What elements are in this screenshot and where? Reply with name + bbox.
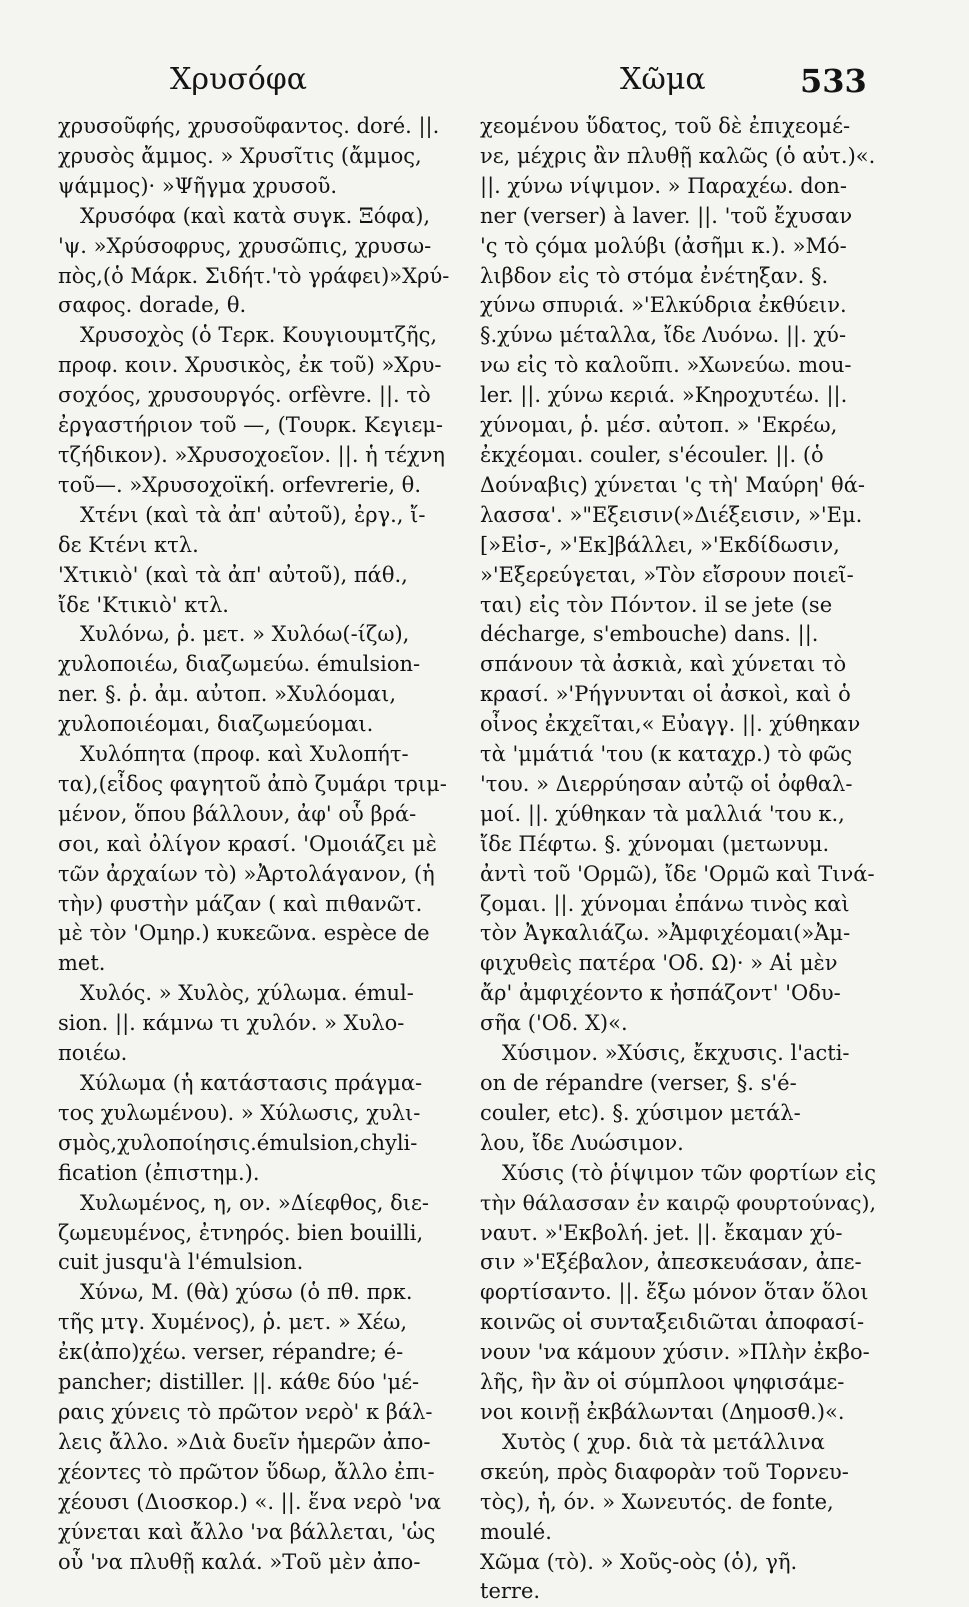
- text-line: sion. ||. κάμνω τι χυλόν. » Χυλο-: [58, 1011, 405, 1036]
- text-line: ναυτ. »'Εκβολή. jet. ||. ἔκαμαν χύ-: [480, 1220, 843, 1245]
- page-header: [0, 52, 969, 102]
- text-line: νω εἰς τὸ καλοῦπι. »Χωνεύω. mou-: [480, 353, 852, 378]
- text-line: τὴν θάλασσαν ἐν καιρῷ φουρτούνας),: [480, 1190, 877, 1215]
- text-line: Χτένι (καὶ τὰ ἀπ' αὐτοῦ), ἐργ., ἴ-: [80, 502, 426, 527]
- text-line: μὲ τὸν 'Ομηρ.) κυκεῶνα. espèce de: [58, 921, 430, 946]
- text-line: οἶνος ἐκχεῖται,« Εὐαγγ. ||. χύθηκαν: [480, 712, 861, 737]
- text-line: 'ψ. »Χρύσοφρυς, χρυσῶπις, χρυσω-: [58, 233, 432, 258]
- text-line: φιχυθεὶς πατέρα 'Οδ. Ω)· » Αἱ μὲν: [480, 951, 838, 976]
- text-line: ner. §. ῥ. ἀμ. αὐτοπ. »Χυλόομαι,: [58, 682, 397, 707]
- text-line: τὰ 'μμάτιά 'του (κ καταχρ.) τὸ φῶς: [480, 742, 853, 767]
- text-line: Χύσιμον. »Χύσις, ἔκχυσις. l'acti-: [502, 1041, 850, 1066]
- text-line: ἐκ(ἀπο)χέω. verser, répandre; é-: [58, 1340, 404, 1365]
- text-line: φορτίσαντο. ||. ἔξω μόνον ὅταν ὅλοι: [480, 1280, 869, 1305]
- text-line: §.χύνω μέταλλα, ἴδε Λυόνω. ||. χύ-: [480, 323, 847, 348]
- page-number: 533: [800, 62, 867, 100]
- text-line: τοῦ—. »Χρυσοχοϊκή. orfevrerie, θ.: [58, 472, 421, 497]
- text-line: ται) εἰς τὸν Πόντον. il se jete (se: [480, 592, 833, 617]
- text-line: Δούναβις) χύνεται 'ς τὴ' Μαύρη' θά-: [480, 472, 865, 497]
- text-line: [»Εἰσ-, »'Εκ]βάλλει, »'Εκδίδωσιν,: [480, 532, 840, 557]
- text-line: pancher; distiller. ||. κάθε δύο 'μέ-: [58, 1370, 420, 1395]
- text-line: 'Χτικιὸ' (καὶ τὰ ἀπ' αὐτοῦ), πάθ.,: [58, 562, 408, 587]
- text-line: τὸν Ἀγκαλιάζω. »Ἀμφιχέομαι(»Ἀμ-: [480, 921, 851, 946]
- text-line: χρυσοῦφής, χρυσοῦφαντος. doré. ||.: [58, 114, 440, 138]
- text-line: 'ς τὸ ςόμα μολύβι (ἀσῆμι κ.). »Μό-: [480, 233, 847, 258]
- text-line: σμὸς,χυλοποίησις.émulsion,chyli-: [58, 1130, 418, 1155]
- text-line: Χύνω, Μ. (θὰ) χύσω (ὁ πθ. πρκ.: [80, 1280, 413, 1305]
- text-line: λεις ἄλλο. »Διὰ δυεῖν ἡμερῶν ἀπο-: [58, 1429, 431, 1454]
- text-line: ἀντὶ τοῦ 'Ορμῶ), ἴδε 'Ορμῶ καὶ Τινά-: [480, 861, 875, 886]
- text-line: σοχόος, χρυσουργός. orfèvre. ||. τὸ: [58, 383, 431, 408]
- right-column: [480, 112, 885, 1607]
- text-line: μένον, ὅπου βάλλουν, ἀφ' οὗ βρά-: [58, 801, 417, 826]
- text-line: ἐργαστήριον τοῦ —, (Τουρκ. Κεγιεμ-: [58, 413, 444, 438]
- text-line: τῆς μτγ. Χυμένος), ῥ. μετ. » Χέω,: [58, 1310, 408, 1335]
- text-line: Χῶμα (τὸ). » Χοῦς-οὸς (ὁ), γῆ.: [480, 1549, 798, 1574]
- text-line: χέουσι (Διοσκορ.) «. ||. ἕνα νερὸ 'να: [58, 1489, 442, 1514]
- text-line: ἐκχέομαι. couler, s'écouler. ||. (ὁ: [480, 442, 824, 467]
- text-line: ἴδε 'Κτικιὸ' κτλ.: [58, 592, 229, 617]
- text-line: ραις χύνεις τὸ πρῶτον νερὸ' κ βάλ-: [58, 1399, 433, 1424]
- text-line: ποιέω.: [58, 1041, 128, 1066]
- text-line: σιν »'Εξέβαλον, ἀπεσκευάσαν, ἀπε-: [480, 1250, 862, 1275]
- text-line: χύνομαι, ῥ. μέσ. αὐτοπ. » 'Εκρέω,: [480, 413, 838, 438]
- text-line: ψάμμος)· »Ψῆγμα χρυσοῦ.: [58, 173, 338, 198]
- text-line: Χυτὸς ( χυρ. διὰ τὰ μετάλλινα: [502, 1429, 825, 1454]
- text-line: Χυλόπητα (προφ. καὶ Χυλοπήτ-: [80, 742, 409, 767]
- text-line: δε Κτένι κτλ.: [58, 532, 199, 557]
- text-line: ἴδε Πέφτω. §. χύνομαι (μετωνυμ.: [480, 831, 830, 856]
- text-line: χυλοποιέομαι, διαζωμεύομαι.: [58, 712, 374, 737]
- text-line: σῆα ('Οδ. Χ)«.: [480, 1011, 628, 1036]
- text-line: κοινῶς οἱ συνταξειδιῶται ἀποφασί-: [480, 1310, 865, 1335]
- text-line: οὗ 'να πλυθῇ καλά. »Τοῦ μὲν ἀπο-: [58, 1549, 421, 1574]
- text-line: Χύλωμα (ἡ κατάστασις πράγμα-: [80, 1071, 423, 1095]
- left-column: [58, 112, 463, 1577]
- text-line: χεομένου ὕδατος, τοῦ δὲ ἐπιχεομέ-: [480, 114, 851, 138]
- text-line: μοί. ||. χύθηκαν τὰ μαλλιά 'του κ.,: [480, 801, 845, 826]
- right-running-headword: Χῶμα: [620, 62, 706, 97]
- text-line: χέοντες τὸ πρῶτον ὕδωρ, ἄλλο ἐπι-: [58, 1459, 435, 1484]
- text-line: χυλοποιέω, διαζωμεύω. émulsion-: [58, 652, 421, 677]
- text-line: λασσα'. »"Εξεισιν(»Διέξεισιν, »'Εμ.: [480, 502, 863, 527]
- text-line: λου, ἴδε Λυώσιμον.: [480, 1130, 684, 1155]
- left-running-headword: Χρυσόφα: [170, 62, 308, 97]
- text-line: 'του. » Διερρύησαν αὐτῷ οἱ ὀφθαλ-: [480, 771, 853, 796]
- text-line: moulé.: [480, 1519, 552, 1544]
- text-line: Χυλός. » Χυλὸς, χύλωμα. émul-: [80, 981, 414, 1006]
- text-line: ζωμευμένος, ἐτνηρός. bien bouilli,: [58, 1220, 424, 1245]
- text-line: τα),(εἶδος φαγητοῦ ἀπὸ ζυμάρι τριμ-: [58, 771, 447, 796]
- text-line: σπάνουν τὰ ἀσκιὰ, καὶ χύνεται τὸ: [480, 652, 847, 677]
- text-line: χρυσὸς ἄμμος. » Χρυσῖτις (ἄμμος,: [58, 143, 422, 168]
- text-line: met.: [58, 951, 106, 976]
- text-line: τος χυλωμένου). » Χύλωσις, χυλι-: [58, 1100, 421, 1125]
- text-line: Χρυσόφα (καὶ κατὰ συγκ. Ξόφα),: [80, 203, 431, 228]
- text-line: λῆς, ἣν ἂν οἱ σύμπλοοι ψηφισάμε-: [480, 1370, 845, 1395]
- text-line: τζήδικον). »Χρυσοχοεῖον. ||. ἡ τέχνη: [58, 442, 445, 467]
- text-line: χύνεται καὶ ἄλλο 'να βάλλεται, 'ὡς: [58, 1519, 436, 1544]
- text-line: τῶν ἀρχαίων τὸ) »Ἀρτολάγανον, (ἡ: [58, 861, 435, 886]
- text-line: Χυλωμένος, η, ον. »Δίεφθος, διε-: [80, 1190, 429, 1215]
- text-line: ἄρ' ἀμφιχέοντο κ ἠσπάζοντ' 'Οδυ-: [480, 981, 841, 1006]
- text-line: terre.: [480, 1579, 541, 1604]
- text-line: fication (ἐπιστημ.).: [58, 1160, 260, 1185]
- text-line: ||. χύνω νίψιμον. » Παραχέω. don-: [480, 173, 847, 198]
- text-line: χύνω σπυριά. »'Ελκύδρια ἐκθύειν.: [480, 293, 847, 318]
- text-line: λιβδον εἰς τὸ στόμα ἐνέτηξαν. §.: [480, 263, 829, 288]
- text-line: σοι, καὶ ὀλίγον κρασί. 'Ομοιάζει μὲ: [58, 831, 437, 856]
- text-line: cuit jusqu'à l'émulsion.: [58, 1250, 304, 1275]
- text-line: νοι κοινῇ ἐκβάλωνται (Δημοσθ.)«.: [480, 1399, 845, 1424]
- text-line: Χρυσοχὸς (ὁ Τερκ. Κουγιουμτζῆς,: [80, 323, 438, 348]
- text-line: Χυλόνω, ῥ. μετ. » Χυλόω(-ίζω),: [80, 622, 410, 647]
- text-line: τὸς), ἡ, όν. » Χωνευτός. de fonte,: [480, 1489, 834, 1514]
- text-line: décharge, s'embouche) dans. ||.: [480, 622, 819, 647]
- text-line: πὸς,(ὁ Μάρκ. Σιδήτ.'τὸ γράφει)»Χρύ-: [58, 263, 450, 288]
- text-line: couler, etc). §. χύσιμον μετάλ-: [480, 1100, 801, 1125]
- text-line: κρασί. »'Ρήγνυνται οἱ ἀσκοὶ, καὶ ὁ: [480, 682, 851, 707]
- text-line: ner (verser) à laver. ||. 'τοῦ ἔχυσαν: [480, 203, 853, 228]
- text-line: Χύσις (τὸ ῥίψιμον τῶν φορτίων εἰς: [502, 1160, 877, 1185]
- text-line: νε, μέχρις ἂν πλυθῇ καλῶς (ὁ αὐτ.)«.: [480, 143, 876, 168]
- text-line: on de répandre (verser, §. s'é-: [480, 1071, 797, 1095]
- text-line: σκεύη, πρὸς διαφορὰν τοῦ Τορνευ-: [480, 1459, 849, 1484]
- text-line: νουν 'να κάμουν χύσιν. »Πλὴν ἐκβο-: [480, 1340, 870, 1365]
- text-line: τὴν) φυστὴν μάζαν ( καὶ πιθανῶτ.: [58, 891, 423, 916]
- text-line: ζομαι. ||. χύνομαι ἐπάνω τινὸς καὶ: [480, 891, 850, 916]
- text-line: ler. ||. χύνω κεριά. »Κηροχυτέω. ||.: [480, 383, 848, 408]
- text-line: σαφος. dorade, θ.: [58, 293, 247, 318]
- text-line: προφ. κοιν. Χρυσικὸς, ἐκ τοῦ) »Χρυ-: [58, 353, 442, 378]
- text-line: »'Εξερεύγεται, »Τὸν εἴσρουν ποιεῖ-: [480, 562, 854, 587]
